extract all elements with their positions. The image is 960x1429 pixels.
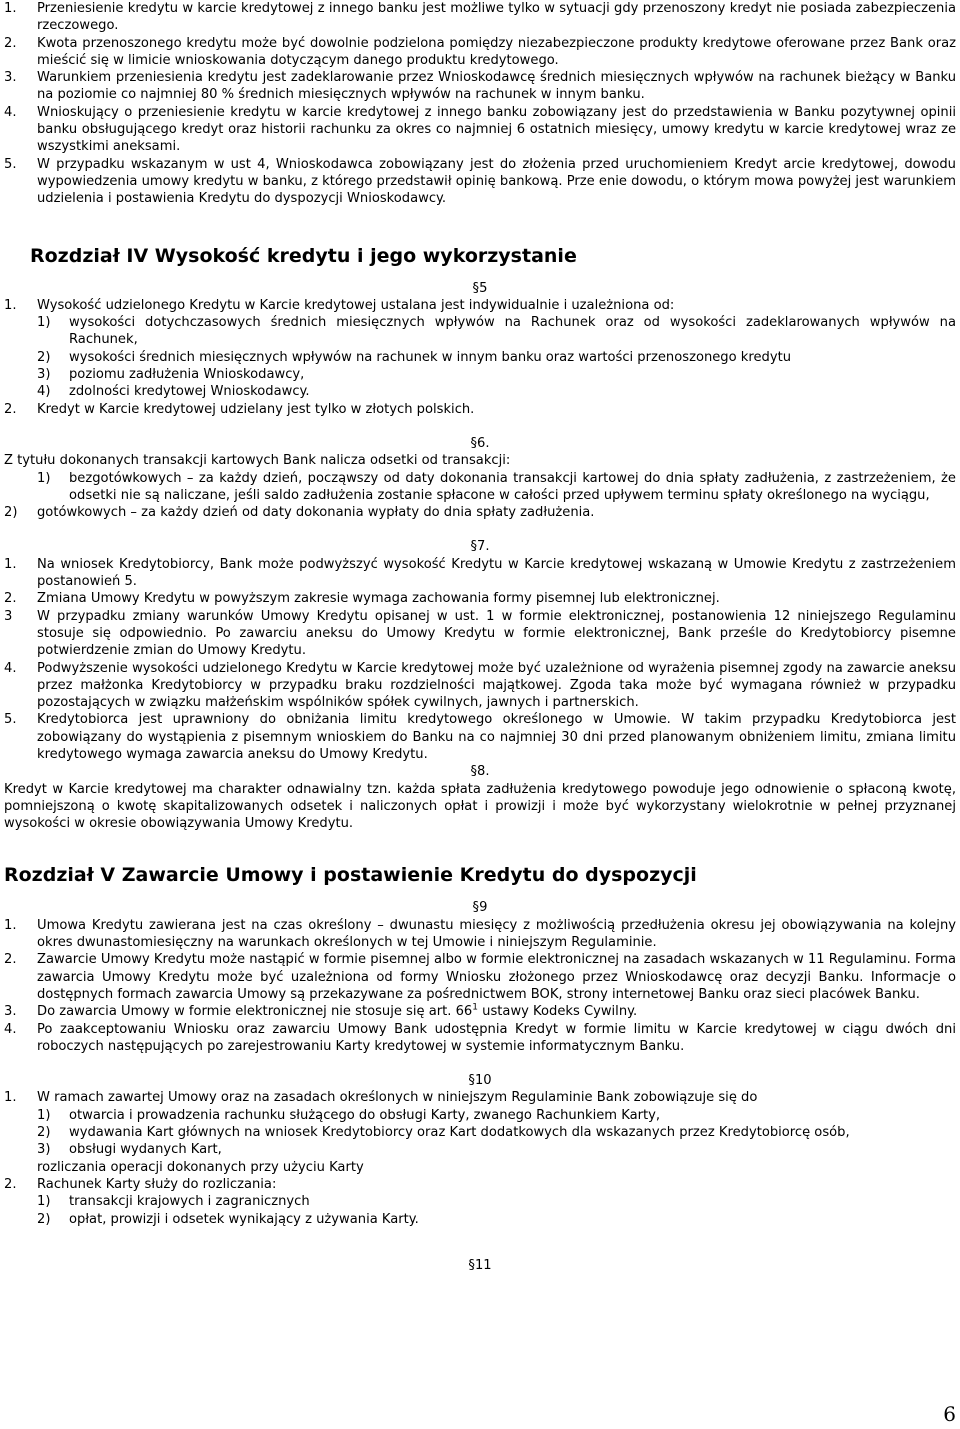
section-sign-icon: § (468, 1257, 475, 1273)
list-item: 2. Zmiana Umowy Kredytu w powyższym zakresie wymaga zachowania formy pisemnej lub elektronicznej. (4, 591, 720, 607)
sub-list-item: 1) otwarcia i prowadzenia rachunku służącego do obsługi Karty, zwanego Rachunkiem Karty, (37, 1107, 661, 1123)
section-8-text: Kredyt w Karcie kredytowej ma charakter odnawialny tzn. każda spłata zadłużenia kredytowego powoduje jego odnowienie o spłaconą kwotę, pomniejszoną o kwotę skapitalizowanych odsetek i naliczonych opłat i prowizji i może być wykorzystany wielokrotnie w pełnej przyznanej wysokości w okresie obowiązywania Umowy Kredytu. (4, 781, 956, 832)
sub-list-item: 4) zdolności kredytowej Wnioskodawcy. (37, 384, 310, 400)
section-6-intro: Z tytułu dokonanych transakcji kartowych Bank nalicza odsetki od transakcji: (4, 453, 511, 469)
list-item: 1. Przeniesienie kredytu w karcie kredytowej z innego banku jest możliwe tylko w sytuacji gdy przenoszony kredyt nie posiada zabezpieczenia rzeczowego. (4, 1, 956, 34)
intro-list (4, 0, 956, 208)
section-10-mark: §10 (468, 1073, 492, 1089)
sub-list-item: 1) bezgotówkowych – za każdy dzień, począwszy od daty dokonania transakcji kartowej do dnia spłaty zadłużenia, z zastrzeżeniem, że odsetki nie są naliczane, jeśli saldo zadłużenia zostanie spłacone w całości przed upływem terminu spłaty określonego na wyciągu, (37, 470, 956, 503)
list-item: 2. Kredyt w Karcie kredytowej udzielany jest tylko w złotych polskich. (4, 401, 475, 417)
sub-list-item: 3) obsługi wydanych Kart, (37, 1142, 222, 1158)
list-item: 3. Do zawarcia Umowy w formie elektronicznej nie stosuje się art. $66^1$ ustawy Kodeks Cywilny. (4, 1002, 638, 1020)
section-sign-icon: § (468, 1073, 475, 1089)
section-sign-icon: § (470, 435, 478, 451)
list-item: 4. Podwyższenie wysokości udzielonego Kredytu w Karcie kredytowej może być uzależnione od wyrażenia pisemnej zgody na zawarcie aneksu przez małżonka Kredytobiorcy w przypadku braku rozdzielności majątkowej. Zgoda taka może być wymagana również w przypadku pozostających w związku małżeńskim wspólników spółek cywilnych, jawnych i partnerskich. (4, 660, 956, 711)
list-item: 1. Wysokość udzielonego Kredytu w Karcie kredytowej ustalana jest indywidualnie i uzależniona od: (4, 297, 675, 313)
sub-list-item: 2) gotówkowych – za każdy dzień od daty dokonania wypłaty do dnia spłaty zadłużenia. (4, 505, 595, 521)
list-item: 2. Rachunek Karty służy do rozliczania: (4, 1176, 277, 1192)
list-item-extra: rozliczania operacji dokonanych przy użyciu Karty (37, 1159, 364, 1175)
section-5-mark: §5 (472, 280, 488, 296)
list-item: 2. Zawarcie Umowy Kredytu może nastąpić w formie pisemnej albo w formie elektronicznej na zasadach wskazanych w 11 Regulaminu. Forma zawarcia Umowy Kredytu może być uzależniona od formy Wniosku złożonego przez Wnioskodawcę oraz decyzji Banku. Informacje o dostępnych formach zawarcia Umowy są przekazywane za pośrednictwem BOK, strony internetowej Banku oraz sieci placówek Banku. (4, 952, 956, 1002)
sub-list-item: 2) wydawania Kart głównych na wniosek Kredytobiorcy oraz Kart dodatkowych dla wskazanych przez Kredytobiorcę osób, (37, 1125, 850, 1141)
sub-list-item: 2) opłat, prowizji i odsetek wynikający z używania Karty. (37, 1211, 419, 1227)
list-item: 1. Na wniosek Kredytobiorcy, Bank może podwyższyć wysokość Kredytu w Karcie kredytowej wskazaną w Umowie Kredytu z zastrzeżeniem postanowień 5. (4, 556, 956, 590)
list-item: 3 W przypadku zmiany warunków Umowy Kredytu opisanej w ust. 1 w formie elektronicznej, postanowienia 12 niniejszego Regulaminu stosuje się odpowiednio. Po zawarciu aneksu do Umowy Kredytu w formie elektronicznej, Bank prześle do Kredytobiorcy pisemne potwierdzenie zmian do Umowy Kredytu. (4, 608, 956, 659)
section-9-mark: §9 (472, 900, 488, 916)
list-item: 2. Kwota przenoszonego kredytu może być dowolnie podzielona pomiędzy niezabezpieczone produkty kredytowe oferowane przez Bank oraz mieścić się w limicie wnioskowania dotyczącym danego produktu kredytowego. (4, 35, 956, 68)
section-11-mark: §11 (468, 1257, 492, 1273)
list-item: 3. Warunkiem przeniesienia kredytu jest zadeklarowanie przez Wnioskodawcę średnich miesięcznych wpływów na rachunek bieżący w Banku na poziomie co najmniej 80 % średnich miesięcznych wpływów na rachunek w innym banku. (4, 70, 956, 103)
chapter-4-title: Rozdział IV Wysokość kredytu i jego wykorzystanie (30, 244, 577, 267)
section-sign-icon: § (470, 539, 478, 555)
list-item: 1. W ramach zawartej Umowy oraz na zasadach określonych w niniejszym Regulaminie Bank zobowiązuje się do (4, 1090, 758, 1106)
list-item: 1. Umowa Kredytu zawierana jest na czas określony – dwunastu miesięcy z możliwością przedłużenia okresu jej obowiązywania na kolejny okres dwunastomiesięczny na warunkach określonych w tej Umowie i niniejszym Regulaminie. (4, 917, 956, 951)
sub-list-item: 1) transakcji krajowych i zagranicznych (37, 1194, 310, 1210)
list-item: 4. Wnioskujący o przeniesienie kredytu w karcie kredytowej z innego banku zobowiązany jest do przedstawienia w Banku pozytywnej opinii banku obsługującego kredyt oraz historii rachunku za okres co najmniej 6 ostatnich miesięcy, umowy kredytu w karcie kredytowej wraz ze wszystkimi aneksami. (4, 104, 956, 155)
document-page (4, 0, 956, 1274)
section-8-mark: §8. (470, 764, 490, 780)
section-6-mark: §6. (470, 435, 490, 451)
sub-list-item: 2) wysokości średnich miesięcznych wpływów na rachunek w innym banku oraz wartości przenoszonego kredytu (37, 349, 792, 365)
list-item: 4. Po zaakceptowaniu Wniosku oraz zawarciu Umowy Bank udostępnia Kredyt w formie limitu w Karcie kredytowej w ciągu dwóch dni roboczych następujących po zarejestrowaniu Karty kredytowej w systemie informatycznym Banku. (4, 1021, 956, 1054)
chapter-5-title: Rozdział V Zawarcie Umowy i postawienie Kredytu do dyspozycji (4, 864, 697, 887)
section-sign-icon: § (470, 764, 478, 780)
section-sign-icon: § (472, 900, 480, 916)
sub-list-item: 3) poziomu zadłużenia Wnioskodawcy, (37, 367, 305, 383)
list-item: 5. W przypadku wskazanym w ust 4, Wnioskodawca zobowiązany jest do złożenia przed uruchomieniem Kredyt arcie kredytowej, dowodu wypowiedzenia umowy kredytu w banku, z którego przedstawił opinię bankową. Prze enie dowodu, o którym mowa powyżej jest warunkiem udzielenia i postawienia Kredytu do dyspozycji Wnioskodawcy. (4, 156, 956, 207)
list-item: 5. Kredytobiorca jest uprawniony do obniżania limitu kredytowego określonego w Umowie. W takim przypadku Kredytobiorca jest zobowiązany do wystąpienia z pisemnym wnioskiem do Banku na co najmniej 30 dni przed planowanym obniżeniem limitu, zmiana limitu kredytowego wymaga zawarcia aneksu do Umowy Kredytu. (4, 712, 956, 762)
sub-list-item: 1) wysokości dotychczasowych średnich miesięcznych wpływów na Rachunek oraz od wysokości zadeklarowanych wpływów na Rachunek, (37, 315, 956, 348)
section-sign-icon: § (472, 280, 480, 296)
page-number: 6 (943, 1401, 956, 1426)
section-7-mark: §7. (470, 539, 490, 555)
